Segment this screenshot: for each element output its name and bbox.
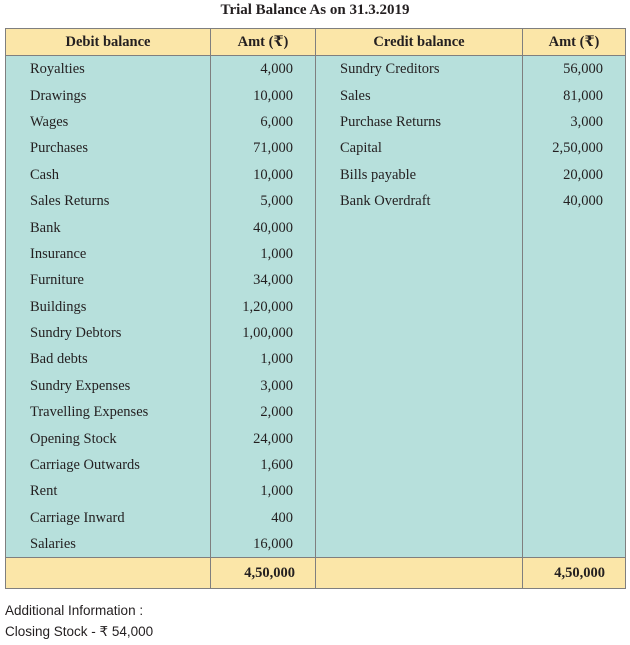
totals-credit-label-cell	[316, 558, 523, 589]
table-row	[6, 478, 626, 504]
credit-amount	[523, 267, 626, 293]
header-debit-balance: Debit balance	[6, 29, 211, 56]
trial-balance-table	[5, 28, 626, 589]
credit-account-name	[316, 452, 523, 478]
debit-account-name: Sales Returns	[6, 188, 211, 214]
credit-amount: 81,000	[523, 82, 626, 108]
debit-amount: 1,000	[211, 241, 316, 267]
debit-amount: 2,000	[211, 399, 316, 425]
credit-account-name	[316, 267, 523, 293]
credit-account-name	[316, 505, 523, 531]
debit-account-name: Opening Stock	[6, 425, 211, 451]
credit-amount	[523, 346, 626, 372]
table-row	[6, 320, 626, 346]
debit-amount: 16,000	[211, 531, 316, 558]
credit-account-name	[316, 294, 523, 320]
header-debit-amount: Amt (₹)	[211, 29, 316, 56]
table-row	[6, 214, 626, 240]
debit-amount: 1,00,000	[211, 320, 316, 346]
credit-account-name	[316, 214, 523, 240]
debit-amount: 34,000	[211, 267, 316, 293]
table-header-row	[6, 29, 626, 56]
debit-account-name: Carriage Outwards	[6, 452, 211, 478]
table-row	[6, 505, 626, 531]
credit-account-name	[316, 373, 523, 399]
debit-amount: 3,000	[211, 373, 316, 399]
credit-amount: 20,000	[523, 162, 626, 188]
debit-account-name: Wages	[6, 109, 211, 135]
credit-amount	[523, 531, 626, 558]
table-row	[6, 56, 626, 83]
table-row	[6, 452, 626, 478]
credit-amount	[523, 505, 626, 531]
debit-account-name: Salaries	[6, 531, 211, 558]
credit-amount	[523, 214, 626, 240]
credit-account-name	[316, 346, 523, 372]
credit-amount	[523, 294, 626, 320]
credit-account-name: Sales	[316, 82, 523, 108]
credit-account-name: Purchase Returns	[316, 109, 523, 135]
debit-account-name: Drawings	[6, 82, 211, 108]
debit-account-name: Bank	[6, 214, 211, 240]
table-row	[6, 188, 626, 214]
debit-amount: 6,000	[211, 109, 316, 135]
table-row	[6, 399, 626, 425]
credit-amount: 3,000	[523, 109, 626, 135]
debit-amount: 24,000	[211, 425, 316, 451]
debit-amount: 400	[211, 505, 316, 531]
header-credit-amount: Amt (₹)	[523, 29, 626, 56]
additional-information	[5, 600, 153, 642]
credit-account-name	[316, 241, 523, 267]
credit-amount	[523, 373, 626, 399]
credit-amount: 56,000	[523, 56, 626, 83]
debit-account-name: Bad debts	[6, 346, 211, 372]
table-row	[6, 82, 626, 108]
credit-total: 4,50,000	[523, 558, 626, 589]
table-row	[6, 135, 626, 161]
credit-account-name	[316, 478, 523, 504]
totals-debit-label-cell	[6, 558, 211, 589]
table-row	[6, 425, 626, 451]
debit-amount: 1,000	[211, 346, 316, 372]
additional-information-heading: Additional Information :	[5, 603, 144, 618]
debit-account-name: Rent	[6, 478, 211, 504]
credit-account-name: Sundry Creditors	[316, 56, 523, 83]
table-row	[6, 294, 626, 320]
debit-account-name: Cash	[6, 162, 211, 188]
totals-row	[6, 558, 626, 589]
debit-account-name: Purchases	[6, 135, 211, 161]
credit-amount	[523, 425, 626, 451]
debit-amount: 10,000	[211, 162, 316, 188]
page-title: Trial Balance As on 31.3.2019	[220, 2, 410, 18]
credit-account-name: Capital	[316, 135, 523, 161]
table-row	[6, 162, 626, 188]
credit-account-name	[316, 531, 523, 558]
debit-amount: 40,000	[211, 214, 316, 240]
debit-account-name: Insurance	[6, 241, 211, 267]
debit-amount: 1,600	[211, 452, 316, 478]
credit-amount: 40,000	[523, 188, 626, 214]
debit-account-name: Furniture	[6, 267, 211, 293]
credit-amount	[523, 241, 626, 267]
debit-account-name: Buildings	[6, 294, 211, 320]
header-credit-balance: Credit balance	[316, 29, 523, 56]
debit-account-name: Royalties	[6, 56, 211, 83]
debit-amount: 10,000	[211, 82, 316, 108]
credit-account-name: Bills payable	[316, 162, 523, 188]
table-row	[6, 241, 626, 267]
credit-account-name	[316, 399, 523, 425]
debit-account-name: Sundry Expenses	[6, 373, 211, 399]
table-row	[6, 267, 626, 293]
table-row	[6, 373, 626, 399]
table-row	[6, 531, 626, 558]
debit-amount: 1,20,000	[211, 294, 316, 320]
table-row	[6, 346, 626, 372]
credit-account-name: Bank Overdraft	[316, 188, 523, 214]
debit-amount: 71,000	[211, 135, 316, 161]
credit-amount: 2,50,000	[523, 135, 626, 161]
credit-amount	[523, 452, 626, 478]
credit-account-name	[316, 425, 523, 451]
credit-amount	[523, 478, 626, 504]
debit-account-name: Sundry Debtors	[6, 320, 211, 346]
debit-account-name: Carriage Inward	[6, 505, 211, 531]
debit-amount: 5,000	[211, 188, 316, 214]
closing-stock-note: Closing Stock - ₹ 54,000	[5, 624, 154, 639]
table-body	[6, 56, 626, 558]
debit-amount: 4,000	[211, 56, 316, 83]
debit-total: 4,50,000	[211, 558, 316, 589]
credit-amount	[523, 399, 626, 425]
debit-amount: 1,000	[211, 478, 316, 504]
debit-account-name: Travelling Expenses	[6, 399, 211, 425]
table-row	[6, 109, 626, 135]
credit-account-name	[316, 320, 523, 346]
credit-amount	[523, 320, 626, 346]
